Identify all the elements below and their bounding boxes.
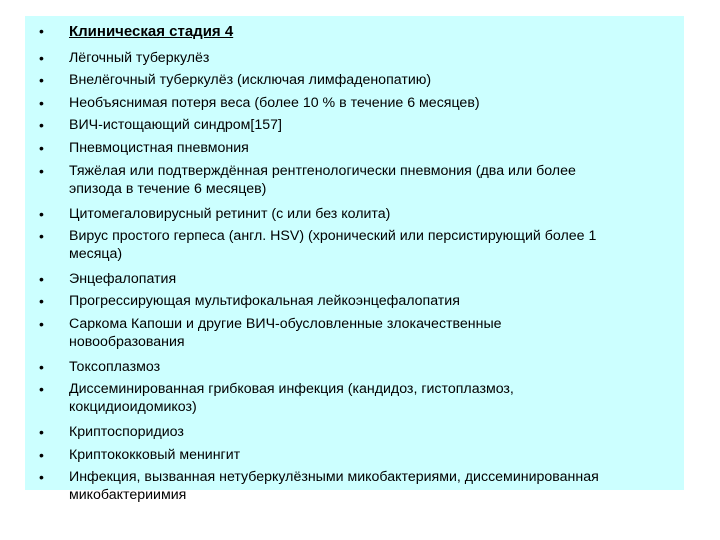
bullet-icon: • bbox=[39, 140, 44, 156]
bullet-icon: • bbox=[39, 271, 44, 287]
list-item-text: Лёгочный туберкулёз bbox=[69, 50, 210, 66]
list-item-text: Пневмоцистная пневмония bbox=[69, 140, 249, 156]
bullet-icon: • bbox=[39, 163, 44, 179]
list-item-text: Криптококковый менингит bbox=[69, 447, 241, 463]
list-item-text: Тяжёлая или подтверждённая рентгенологически пневмония (два или более эпизода в течение 6 месяцев) bbox=[69, 163, 576, 197]
list-item-text: Саркома Капоши и другие ВИЧ-обусловленные злокачественные новообразования bbox=[69, 316, 502, 350]
bullet-icon: • bbox=[39, 72, 44, 88]
heading-title: Клиническая стадия 4 bbox=[69, 23, 234, 40]
list-item-text: Энцефалопатия bbox=[69, 271, 177, 287]
bullet-icon: • bbox=[39, 293, 44, 309]
list-item-text: Прогрессирующая мультифокальная лейкоэнцефалопатия bbox=[69, 293, 460, 309]
bullet-icon: • bbox=[39, 50, 44, 66]
list-item-text: Цитомегаловирусный ретинит (с или без колита) bbox=[69, 206, 391, 222]
list-item-text: Токсоплазмоз bbox=[69, 359, 161, 375]
bullet-icon: • bbox=[39, 359, 44, 375]
list-item-text: Криптоспоридиоз bbox=[69, 424, 184, 440]
bullet-icon: • bbox=[39, 469, 44, 485]
bullet-icon: • bbox=[39, 316, 44, 332]
bullet-icon: • bbox=[39, 381, 44, 397]
list-item-text: ВИЧ-истощающий синдром[157] bbox=[69, 117, 282, 133]
bullet-icon: • bbox=[39, 23, 44, 39]
list-item-text: Внелёгочный туберкулёз (исключая лимфаденопатию) bbox=[69, 72, 432, 88]
list-item-text: Инфекция, вызванная нетуберкулёзными микобактериями, диссеминированная микобактериимия bbox=[69, 469, 599, 503]
list-item-text: Вирус простого герпеса (англ. HSV) (хронический или персистирующий более 1 месяца) bbox=[69, 228, 597, 262]
bullet-icon: • bbox=[39, 95, 44, 111]
bullet-icon: • bbox=[39, 206, 44, 222]
list-item-text: Диссеминированная грибковая инфекция (кандидоз, гистоплазмоз, кокцидиоидомикоз) bbox=[69, 381, 514, 415]
bullet-icon: • bbox=[39, 447, 44, 463]
bullet-icon: • bbox=[39, 424, 44, 440]
list-item-text: Необъяснимая потеря веса (более 10 % в течение 6 месяцев) bbox=[69, 95, 480, 111]
bullet-icon: • bbox=[39, 228, 44, 244]
bullet-icon: • bbox=[39, 117, 44, 133]
